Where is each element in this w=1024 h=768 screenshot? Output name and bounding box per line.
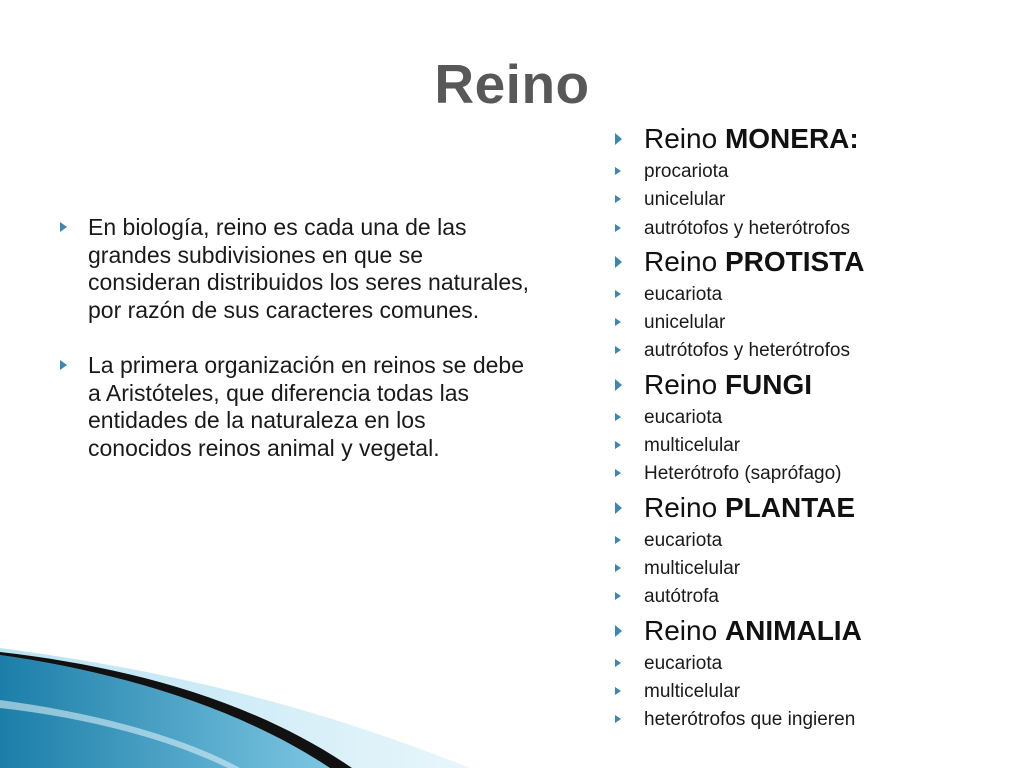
bullet-arrow-icon bbox=[615, 536, 621, 544]
intro-paragraph bbox=[60, 352, 530, 462]
trait-item bbox=[615, 404, 1015, 432]
kingdom-heading-animalia bbox=[615, 612, 1015, 650]
bullet-arrow-icon bbox=[615, 290, 621, 298]
trait-text: procariota bbox=[644, 161, 729, 182]
intro-paragraph-text: La primera organización en reinos se debe a Aristóteles, que diferencia todas las entidades de la naturaleza en los conocidos reinos animal y vegetal. bbox=[88, 352, 524, 461]
trait-item bbox=[615, 555, 1015, 583]
bullet-arrow-icon bbox=[615, 441, 621, 449]
kingdom-prefix: Reino bbox=[644, 614, 725, 646]
bullet-arrow-icon bbox=[615, 346, 621, 354]
bullet-arrow-icon bbox=[615, 592, 621, 600]
trait-item bbox=[615, 186, 1015, 214]
slide-title: Reino bbox=[434, 53, 590, 115]
trait-text: multicelular bbox=[644, 435, 741, 457]
trait-text: eucariota bbox=[644, 283, 723, 305]
bullet-arrow-icon bbox=[615, 659, 621, 667]
kingdom-prefix: Reino bbox=[644, 368, 725, 400]
trait-text: multicelular bbox=[644, 557, 741, 579]
kingdom-name: ANIMALIA bbox=[724, 614, 862, 646]
trait-item bbox=[615, 650, 1015, 678]
bullet-arrow-icon bbox=[615, 715, 621, 723]
trait-item bbox=[615, 215, 1015, 243]
trait-text: autótrofa bbox=[644, 586, 719, 608]
bullet-arrow-icon bbox=[615, 224, 621, 232]
bullet-arrow-icon bbox=[615, 625, 622, 637]
trait-text: unicelular bbox=[644, 312, 726, 334]
bullet-arrow-icon bbox=[615, 379, 622, 391]
bullet-arrow-icon bbox=[615, 502, 622, 514]
kingdom-prefix: Reino bbox=[644, 491, 725, 523]
bullet-arrow-icon bbox=[615, 167, 621, 175]
trait-item bbox=[615, 158, 1015, 186]
trait-item bbox=[615, 527, 1015, 555]
trait-text: autrótofos y heterótrofos bbox=[644, 340, 850, 362]
kingdom-heading-plantae bbox=[615, 489, 1015, 527]
intro-text-column bbox=[60, 214, 530, 490]
trait-text: eucariota bbox=[644, 529, 723, 551]
kingdom-heading-monera bbox=[615, 120, 1015, 158]
kingdoms-list bbox=[615, 120, 1015, 734]
trait-item bbox=[615, 432, 1015, 460]
trait-text: unicelular bbox=[644, 189, 726, 211]
bullet-arrow-icon bbox=[615, 564, 621, 572]
bullet-arrow-icon bbox=[615, 413, 621, 421]
bullet-arrow-icon bbox=[615, 195, 621, 203]
trait-item bbox=[615, 583, 1015, 611]
trait-item bbox=[615, 281, 1015, 309]
trait-item bbox=[615, 460, 1015, 488]
trait-text: multicelular bbox=[644, 680, 741, 702]
kingdom-name: PROTISTA bbox=[724, 245, 865, 277]
trait-text: Heterótrofo (saprófago) bbox=[644, 463, 842, 485]
kingdom-prefix: Reino bbox=[644, 245, 725, 277]
trait-item bbox=[615, 706, 1015, 734]
bullet-arrow-icon bbox=[615, 256, 622, 268]
kingdom-heading-protista bbox=[615, 243, 1015, 281]
trait-item bbox=[615, 309, 1015, 337]
bullet-arrow-icon bbox=[60, 360, 67, 370]
bullet-arrow-icon bbox=[615, 687, 621, 695]
intro-paragraph bbox=[60, 214, 530, 324]
trait-text: heterótrofos que ingieren bbox=[644, 709, 856, 731]
kingdom-name: PLANTAE bbox=[724, 491, 856, 523]
trait-text: eucariota bbox=[644, 406, 723, 428]
bullet-arrow-icon bbox=[60, 222, 67, 232]
trait-item bbox=[615, 337, 1015, 365]
trait-item bbox=[615, 678, 1015, 706]
bullet-arrow-icon bbox=[615, 318, 621, 326]
kingdom-name: FUNGI bbox=[724, 368, 813, 400]
trait-text: eucariota bbox=[644, 652, 723, 674]
kingdom-heading-fungi bbox=[615, 366, 1015, 404]
intro-paragraph-text: En biología, reino es cada una de las grandes subdivisiones en que se consideran distribuidos los seres naturales, por razón de sus caracteres comunes. bbox=[88, 214, 530, 323]
bullet-arrow-icon bbox=[615, 469, 621, 477]
trait-text: autrótofos y heterótrofos bbox=[644, 217, 850, 239]
kingdom-name: MONERA: bbox=[724, 123, 859, 154]
kingdom-prefix: Reino bbox=[644, 123, 725, 154]
bullet-arrow-icon bbox=[615, 133, 622, 145]
